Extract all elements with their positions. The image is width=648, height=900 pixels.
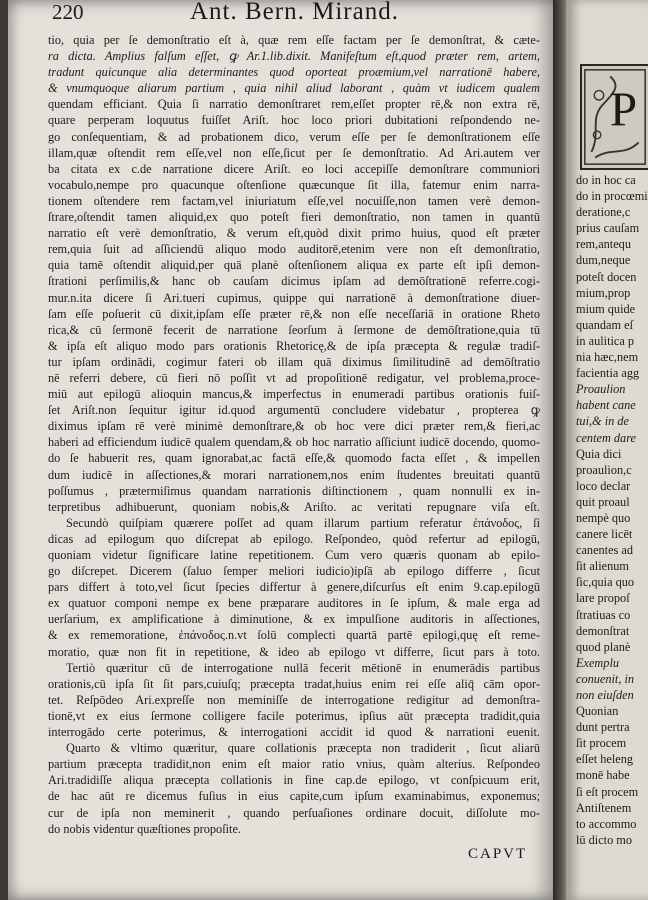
text-line: tet. Reſpōdeo Ari.expreſſe non meminiſſe de interrogatione redigitur ad demonſtra- <box>48 692 540 707</box>
right-body-text <box>576 172 648 848</box>
text-line: Quonian <box>576 704 619 719</box>
text-line: terpretibus adhibuerunt, quoniam nobis,& Ariſto. ac veritati repugnare viſa eſt. <box>48 499 540 514</box>
text-line: ſet Ariſt.non ſequitur igitur id.quod argumentū concludere videbatur , propterea ꝙ <box>48 403 540 418</box>
text-line: ſic,quia quo <box>576 575 635 590</box>
text-line: quod planè <box>576 639 631 654</box>
text-line: vocabulo,nempe pro quacunque oſtenſione quæcunque ſit illa, fatemur enim narra- <box>48 177 540 192</box>
text-line: non eiuſden <box>576 688 634 702</box>
text-line: & ex rememoratione, ἐπάνοδος.n.vt ſolū complecti quartā partē epilogi,quę eſt reme- <box>48 628 540 643</box>
text-line: rem,quia ſuit ad aſſiciendū aliquo modo auditorē,etenim vere non eſt demonſtratio, <box>48 242 540 257</box>
catchword: CAPVT <box>468 846 528 862</box>
text-line: nempè quo <box>576 510 631 525</box>
text-line: cur de ipſa non meminerit , quando perſuaſiones ordinare docuit, diſſolute mo- <box>48 805 540 820</box>
text-line: & ipſa eſt aliquo modo pars orationis Rhetoricę,& de ipſa præcepta & regulæ tradiſ- <box>48 338 540 353</box>
text-line: Quia dici <box>576 446 622 461</box>
floral-ornament-icon <box>582 66 648 168</box>
text-line: lū dicto mo <box>576 832 633 847</box>
text-line: Tertiò quæritur cū de interrogatione nullā fecerit mētionē in enumerādis partibus <box>66 660 540 675</box>
text-line: eſſet heleng <box>576 752 634 767</box>
text-line: moratio, quæ non fit in repetitione, & ideo ab epilogo vt differre, ſicut pars à toto. <box>48 644 540 659</box>
page-number: 220 <box>52 0 84 24</box>
text-line: narratio eſt verè demonſtratio, & verum eſt,quòd dixit primo huius, quod eſt præter <box>48 226 540 241</box>
text-line: nē referri debere, cū fieri nō poſſit vt ad propoſitionē redigatur, vel problema,proce- <box>48 370 540 385</box>
text-line: dum iudicē in aſſectiones,& morari narrationem,nos enim ſtudentes breuitati quantū <box>48 467 540 482</box>
text-line: rem,antequ <box>576 237 631 252</box>
text-line: habent cane <box>576 398 636 413</box>
text-line: conuenit, in <box>576 671 635 686</box>
text-line: miū aut epilogū alioquin mancus,& imperfectus in enumeradi partibus orationis fuiſ- <box>48 387 540 402</box>
text-line: mur.n.ita dicere ſi Ari.tueri cupimus, quippe qui narrationē à demonſtratione diuer- <box>48 290 540 305</box>
text-line: tionem oſtendere rem factam,vel iniuriatum eſſe,vel nocuiſſe,non tamen verè demon- <box>48 193 540 208</box>
text-line: do in hoc ca <box>576 173 636 187</box>
text-line: canentes ad <box>576 543 634 558</box>
decorated-initial <box>580 64 648 170</box>
text-line: ſit alienum <box>576 559 629 574</box>
text-line: lare propoſ <box>576 591 630 606</box>
text-line: loco declar <box>576 478 631 493</box>
text-line: Exemplu <box>576 655 620 670</box>
text-line: mium quide <box>576 301 636 316</box>
text-line: rica,& cū ſermonē fecerit de narratione ſeorſum à ſermone de demōſtratione,quia tū <box>48 322 540 337</box>
text-line: ſi eſt procem <box>576 784 639 799</box>
text-line: dicas ad epilogum quo diſcrepat ab epilogo. Reſpondeo, quòd refertur ad epilogū, <box>48 531 540 546</box>
text-line: dunt pertra <box>576 720 630 735</box>
text-line: Quarto & vltimo quæritur, quare collationis præcepta non tradiderit , ſicut aliarū <box>66 741 540 756</box>
text-line: tionē,vt ex eius ſermone colligere facile poterimus, ipſius aūt præcepta tradidit,quia <box>48 708 540 723</box>
text-line: dum,neque <box>576 253 631 268</box>
text-line: go conſequentiam, & ad probationem dico, verum eſſe per ſe demonſtrationem eſſe <box>48 129 540 144</box>
text-line: ſtratiuas co <box>576 607 631 622</box>
text-line: orationis,cū ipſa ſit ſit pars,cuiuſq; præcepta tradat,huius enim rei eſſe aliq̄ cām opor- <box>48 676 540 691</box>
text-line: ba citata ex c.de narratione dicere Ariſt. eo loci accepiſſe demonſtrare communiori <box>48 161 540 176</box>
text-line: ſtrationi perſimilis,& hanc ob cauſam dicimus ipſam ad demōſtrationē referre.cogi- <box>48 274 540 289</box>
book-gutter <box>553 0 567 900</box>
text-line: prius cauſam <box>576 221 640 236</box>
text-line: illam,quæ oſtendit rem eſſe,vel non eſſe,ſicut per ſe demonſtratio. Ad Ari.autem ver <box>48 145 540 160</box>
text-line: centem dare <box>576 430 636 445</box>
text-line: monē habe <box>576 768 630 783</box>
text-line: Antiſtenem <box>576 800 632 815</box>
drop-cap-letter: P <box>609 81 638 137</box>
text-line: tio, quia per ſe demonſtratio eſt à, quæ rem eſſe factam per ſe demonſtrat, & cæte- <box>48 33 540 47</box>
text-line: Proaulion <box>576 382 626 397</box>
text-line: tui,& in de <box>576 414 629 429</box>
text-line: deratione,c <box>576 205 631 220</box>
text-line: ra dicta. Amplius falſum eſſet, ꝙ Ar.1.lib.dixit. Manifeſtum eſt,quod præter rem, artem, <box>48 49 540 64</box>
text-line: canere licēt <box>576 527 633 542</box>
text-line: do in procœmi <box>576 189 648 204</box>
text-line: Ari.tradidiſſe aliqua præcepta collationis in fine cap.de epilogo, vt conſpicuum erit, <box>48 773 540 788</box>
text-line: pars differt à toto,vel ſicut ſpecies differtur à genere,diſcurſus eſt enim 9.cap.epilogū <box>48 580 540 595</box>
text-line: ex quatuor componi nempe ex bene præparare auditores in ſe ipſum, & male erga ad <box>48 596 540 611</box>
text-line: to accommo <box>576 816 637 831</box>
text-line: ſit procem <box>576 736 627 751</box>
body-text <box>48 32 540 837</box>
left-page <box>8 0 560 900</box>
text-line: demonſtrat <box>576 623 630 638</box>
text-line: interrogādo certe poterimus, & interrogationi accidit id quod & narrationi euenit. <box>48 725 540 740</box>
text-line: quendam efficiant. Quia ſi narratio demonſtraret rem,eſſet propter rē,& non extra rē, <box>48 97 540 112</box>
text-line: tur ipſam ordinādi, cogimur fateri ob illam quā diximus ſimilitudinē ad demōſtratio <box>48 354 540 369</box>
text-line: mium,prop <box>576 285 631 300</box>
text-line: ſam eſſe poſuerit cū dixit,ipſam eſſe præter rē,& non eſſe neceſſariā in oratione Rheto <box>48 306 540 321</box>
text-line: poteſt docen <box>576 269 637 284</box>
text-line: partium præcepta tradidit,non enim eſt maior ratio vnius, quàm alterius. Reſpondeo <box>48 757 540 772</box>
right-page <box>566 0 648 900</box>
text-line: quit proaul <box>576 494 630 509</box>
text-line: ſtrare,oſtendit tamen aliquid,ex quo poteſt fieri demonſtratio, non tamen in quantū <box>48 210 540 225</box>
text-line: Secundò quiſpiam quærere poſſet ad quam illarum partium referatur ἐπάνοδος, ſi <box>66 515 540 530</box>
text-line: quoniam videtur ſignificare latine repetitionem. Cum vero quæris quonam ab epilo- <box>48 548 540 562</box>
text-line: haberi ad efficiendum iudicē qualem quendam,& ob hoc narratio aſſiciunt iudicē docendo, quomo- <box>48 435 540 450</box>
text-line: proaulion,c <box>576 462 632 477</box>
text-line: quia tamē oſtendit aliquid,per quā planè oſtenſionem aliqua ex parte eſt ipſi demon- <box>48 258 540 273</box>
text-line: poſſumus , prætermiſimus quandam narrationis diſtinctionem , quam nonnulli ex in- <box>48 483 540 498</box>
text-line: do nobis videntur quæſtiones propoſite. <box>48 821 241 836</box>
text-line: in aulitica p <box>576 333 635 348</box>
text-line: facientia agg <box>576 366 640 381</box>
text-line: uerſarium, ex amplificatione à diminutione, & ex impulſione auditoris in aſſectiones, <box>48 612 540 627</box>
text-line: & vnumquoque aliarum partium , quia nihil aliud laborant , quàm vt iudicem qualem <box>48 81 540 96</box>
text-line: do ſe habuerit res, quam ignorabat,ac factā eſſe,& quomodo facta eſſet , & impellen <box>48 451 540 466</box>
text-line: de hac aūt re dicemus fuſius in eius capite,cum ipſum examinabimus, exponemus; <box>48 789 540 804</box>
text-line: quandam eſ <box>576 317 634 332</box>
text-line: go diſcrepet. Dicerem (ſaluo ſemper meliori iudicio)ipſā ab epilogo differre , ſicut <box>48 564 540 579</box>
running-title: Ant. Bern. Mirand. <box>190 0 399 25</box>
text-line: nia hæc,nem <box>576 350 639 365</box>
text-line: tradunt quicunque alia determinantes quod oporteat proæmium,vel narrationē habere, <box>48 65 540 80</box>
text-line: quare perperam loquutus fuiſſet Ariſt. hoc loco priori dubitationi reſpondendo ne- <box>48 113 540 128</box>
running-head <box>48 0 528 28</box>
text-line: diximus ipſam rē verè minimè demonſtrare,& ob hoc vere dici præter rem,& fieri,ac <box>48 419 540 434</box>
